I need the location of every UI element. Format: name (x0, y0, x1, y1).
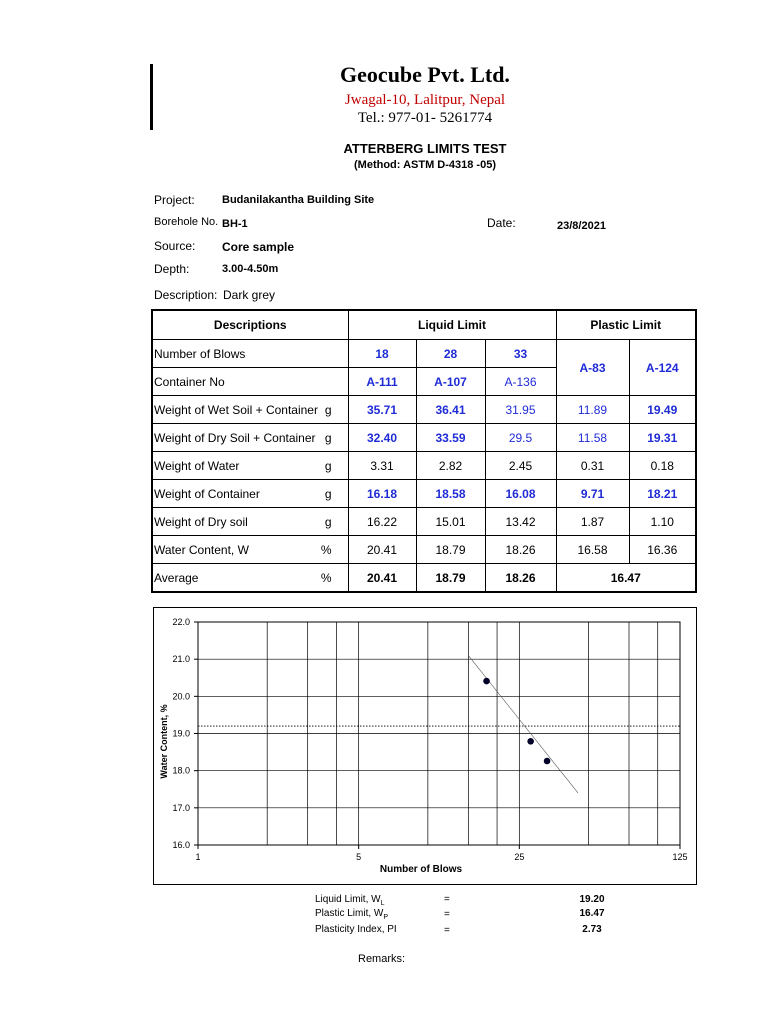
table-row (152, 564, 696, 593)
y-tick-label: 22.0 (172, 617, 190, 627)
table-row (152, 536, 696, 564)
table-row (152, 396, 696, 424)
table-cell: 0.18 (629, 452, 696, 480)
data-point (527, 738, 534, 745)
test-method: (Method: ASTM D-4318 -05) (354, 159, 496, 171)
borehole-value: BH-1 (222, 218, 248, 230)
x-tick-label: 1 (195, 852, 201, 862)
table-cell: 18 (348, 340, 416, 368)
plastic-limit-value: 16.47 (579, 908, 605, 919)
table-cell: 11.58 (556, 424, 629, 452)
row-label: Weight of Wet Soil + Container g (152, 396, 348, 424)
table-cell: 16.08 (485, 480, 556, 508)
depth-value: 3.00-4.50m (222, 263, 279, 275)
row-label: Weight of Water g (152, 452, 348, 480)
table-header-row (152, 310, 696, 340)
table-cell: 31.95 (485, 396, 556, 424)
table-cell: 1.87 (556, 508, 629, 536)
table-row (152, 340, 696, 368)
table-cell: 32.40 (348, 424, 416, 452)
table-cell: 35.71 (348, 396, 416, 424)
table-cell: A-136 (485, 368, 556, 396)
table-cell: 18.21 (629, 480, 696, 508)
flow-curve-trend-line (468, 655, 578, 793)
table-row (152, 480, 696, 508)
liquid-limit-label: Liquid Limit, $W_L$ (315, 894, 385, 907)
date-label: Date: (487, 216, 516, 230)
table-cell: 3.31 (348, 452, 416, 480)
table-cell: 33.59 (416, 424, 485, 452)
row-label: Weight of Dry Soil + Container g (152, 424, 348, 452)
project-label: Project: (154, 193, 195, 207)
plastic-limit-label: Plastic Limit, $W_P$ (315, 908, 389, 921)
plasticity-index-equals: = (444, 925, 450, 936)
table-cell: 18.26 (485, 536, 556, 564)
table-row (152, 452, 696, 480)
table-cell: A-111 (348, 368, 416, 396)
table-cell: 18.79 (416, 564, 485, 593)
remarks-label: Remarks: (358, 953, 406, 965)
table-cell: 28 (416, 340, 485, 368)
row-label: Number of Blows (152, 340, 348, 368)
source-value: Core sample (222, 240, 295, 254)
table-cell: A-83 (556, 340, 629, 396)
table-row (152, 508, 696, 536)
table-cell: 20.41 (348, 564, 416, 593)
row-label: Weight of Container g (152, 480, 348, 508)
y-tick-label: 18.0 (172, 765, 190, 776)
liquid-limit-equals: = (444, 894, 450, 905)
plasticity-index-label: Plasticity Index, PI (315, 924, 397, 935)
x-axis-label: Number of Blows (379, 864, 463, 875)
x-tick-label: 5 (356, 852, 362, 862)
chart-canvas (154, 608, 696, 884)
table-cell: 18.58 (416, 480, 485, 508)
y-tick-label: 21.0 (172, 654, 190, 665)
table-cell: 36.41 (416, 396, 485, 424)
row-label: Container No (152, 368, 348, 396)
table-cell: 16.58 (556, 536, 629, 564)
table-cell: 29.5 (485, 424, 556, 452)
plastic-limit-equals: = (444, 909, 450, 920)
row-label: Average % (152, 564, 348, 593)
limits-table (151, 309, 697, 593)
table-cell: 2.82 (416, 452, 485, 480)
table-cell: 33 (485, 340, 556, 368)
y-axis-label: Water Content, % (159, 704, 169, 779)
company-telephone: Tel.: 977-01- 5261774 (357, 110, 493, 126)
table-cell: 16.22 (348, 508, 416, 536)
test-title: ATTERBERG LIMITS TEST (343, 141, 507, 156)
table-cell: 9.71 (556, 480, 629, 508)
table-cell: 20.41 (348, 536, 416, 564)
row-label: Weight of Dry soil g (152, 508, 348, 536)
data-point (483, 678, 490, 685)
table-cell: 18.26 (485, 564, 556, 593)
y-tick-label: 19.0 (172, 728, 190, 739)
x-tick-label: 25 (514, 852, 525, 862)
table-cell: 2.45 (485, 452, 556, 480)
header-plastic-limit: Plastic Limit (556, 310, 696, 340)
plasticity-index-value: 2.73 (582, 924, 602, 935)
y-tick-label: 20.0 (172, 691, 190, 702)
table-cell: 16.36 (629, 536, 696, 564)
date-value: 23/8/2021 (557, 220, 606, 232)
row-label: Water Content, W % (152, 536, 348, 564)
table-cell: 19.31 (629, 424, 696, 452)
table-cell: 16.18 (348, 480, 416, 508)
header-liquid-limit: Liquid Limit (348, 310, 556, 340)
table-cell: A-124 (629, 340, 696, 396)
depth-label: Depth: (154, 262, 190, 276)
header-descriptions: Descriptions (152, 310, 348, 340)
table-cell: 19.49 (629, 396, 696, 424)
table-cell: 15.01 (416, 508, 485, 536)
table-cell: 0.31 (556, 452, 629, 480)
company-name: Geocube Pvt. Ltd. (340, 62, 510, 87)
data-point (544, 758, 551, 765)
flow-curve-chart (153, 607, 697, 885)
table-cell: A-107 (416, 368, 485, 396)
table-cell: 11.89 (556, 396, 629, 424)
project-value: Budanilakantha Building Site (222, 194, 375, 206)
description-value: Dark grey (223, 288, 276, 302)
borehole-label: Borehole No. (154, 216, 219, 228)
table-cell: 18.79 (416, 536, 485, 564)
y-tick-label: 17.0 (172, 802, 190, 813)
table-cell: 1.10 (629, 508, 696, 536)
table-cell: 16.47 (556, 564, 696, 593)
company-address: Jwagal-10, Lalitpur, Nepal (344, 92, 506, 108)
table-cell: 13.42 (485, 508, 556, 536)
x-tick-label: 125 (672, 852, 688, 862)
source-label: Source: (154, 239, 196, 253)
liquid-limit-value: 19.20 (579, 894, 605, 905)
y-tick-label: 16.0 (172, 840, 190, 850)
description-label: Description: (154, 288, 218, 302)
table-row (152, 424, 696, 452)
